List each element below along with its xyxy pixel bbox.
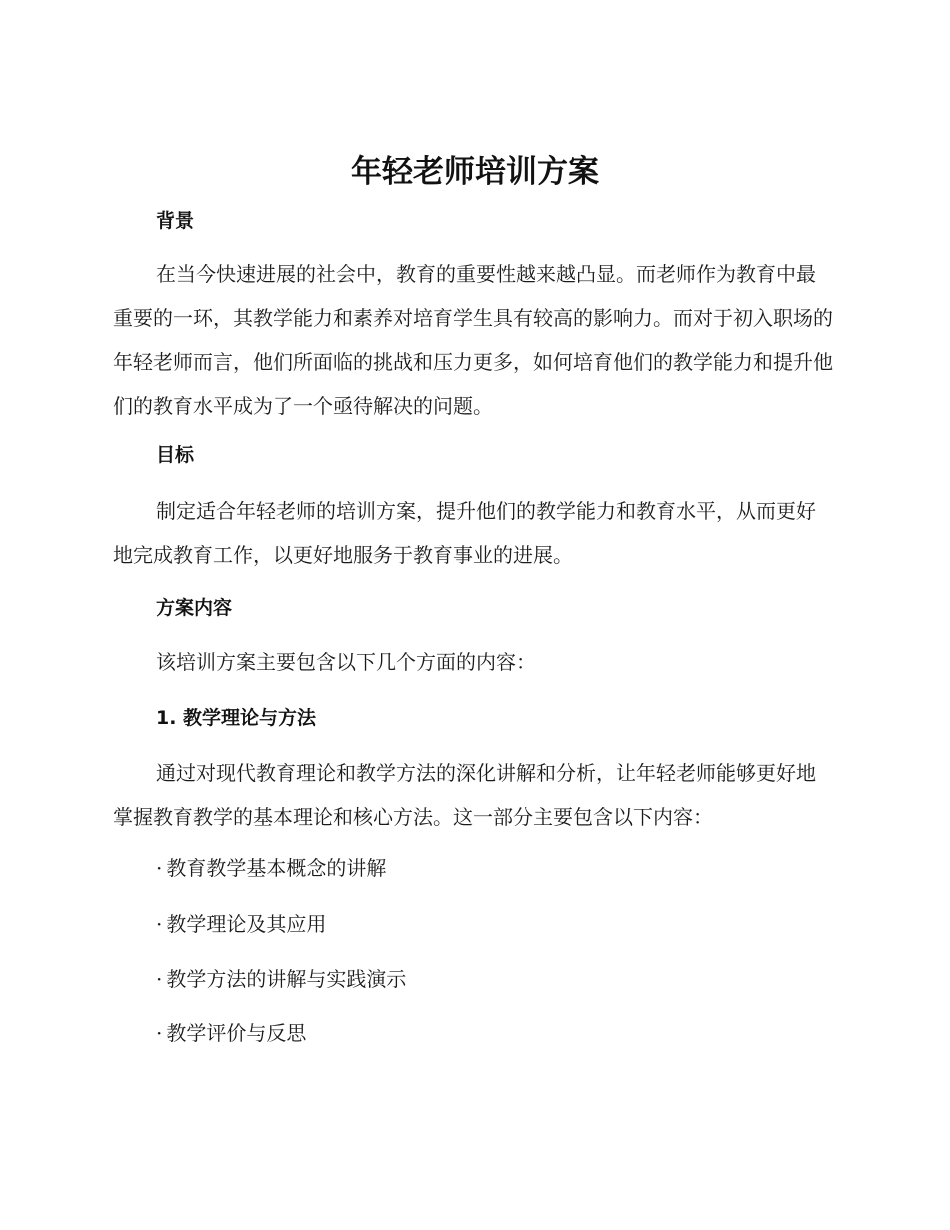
list-item [156, 964, 406, 994]
list-item [156, 1018, 306, 1048]
bullet-marker: · [156, 967, 163, 991]
list-item [156, 853, 386, 883]
list-item [156, 909, 326, 939]
section-heading-goal: 目标 [156, 444, 195, 466]
list-item-text: 教学评价与反思 [166, 1021, 307, 1045]
list-item-text: 教育教学基本概念的讲解 [166, 856, 387, 880]
bullet-marker: · [156, 856, 163, 880]
goal-paragraph: 制定适合年轻老师的培训方案，提升他们的教学能力和教育水平，从而更好地完成教育工作，以更好地服务于教育事业的进展。 [113, 499, 816, 567]
bullet-marker: · [156, 1021, 163, 1045]
document-title: 年轻老师培训方案 [351, 154, 599, 190]
content-intro: 该培训方案主要包含以下几个方面的内容： [156, 650, 536, 674]
teaching-theory-paragraph: 通过对现代教育理论和教学方法的深化讲解和分析，让年轻老师能够更好地掌握教育教学的基本理论和核心方法。这一部分主要包含以下内容： [113, 761, 816, 829]
subsection-heading-teaching-theory: 1. 教学理论与方法 [156, 707, 317, 729]
list-item-text: 教学方法的讲解与实践演示 [166, 967, 407, 991]
bullet-marker: · [156, 912, 163, 936]
section-heading-content: 方案内容 [156, 597, 233, 619]
section-heading-background: 背景 [156, 210, 195, 232]
list-item-text: 教学理论及其应用 [166, 912, 327, 936]
background-paragraph: 在当今快速进展的社会中，教育的重要性越来越凸显。而老师作为教育中最重要的一环，其教学能力和素养对培育学生具有较高的影响力。而对于初入职场的年轻老师而言，他们所面临的挑战和压力更多，如何培育他们的教学能力和提升他们的教育水平成为了一个亟待解决的问题。 [113, 262, 833, 418]
